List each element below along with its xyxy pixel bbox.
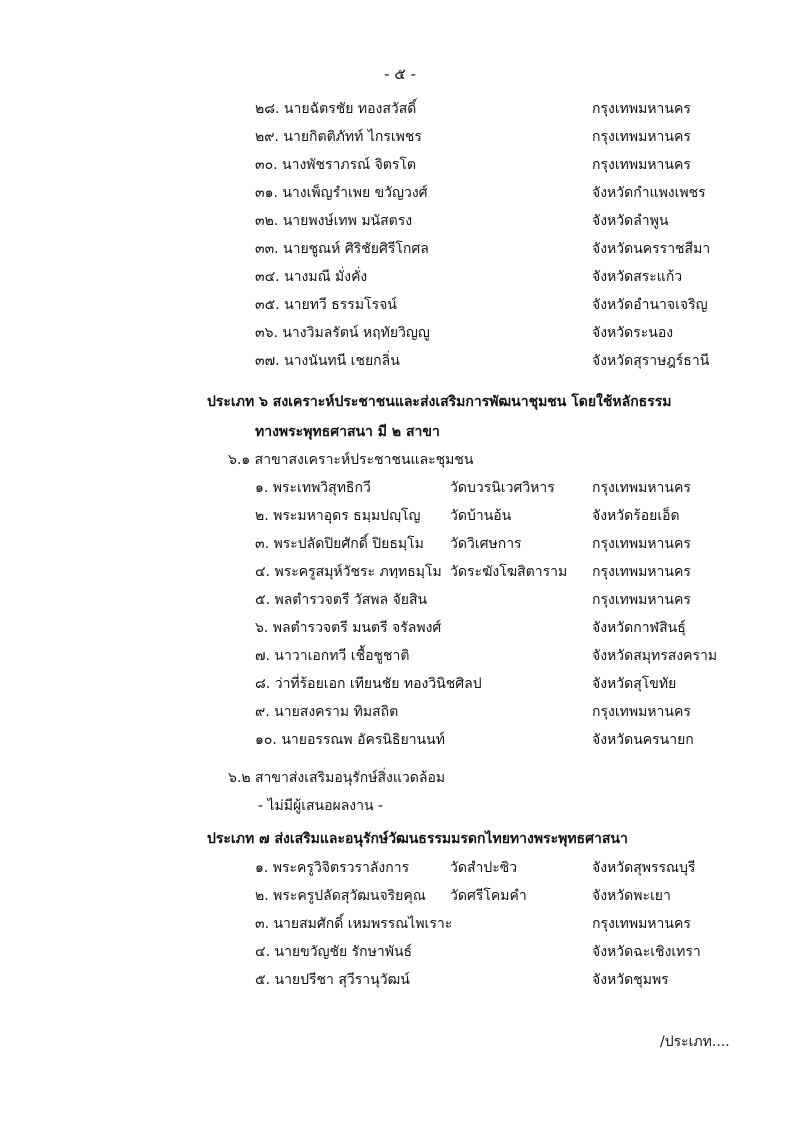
honoree-province: กรุงเทพมหานคร — [592, 157, 691, 173]
honoree-name: ๓๐. นางพัชราภรณ์ จิตรโต — [255, 157, 417, 173]
honoree-name: ๓๔. นางมณี มั่งคั่ง — [255, 269, 368, 285]
honoree-province: จังหวัดฉะเชิงเทรา — [592, 944, 701, 960]
honoree-province: จังหวัดสมุทรสงคราม — [592, 648, 718, 664]
honoree-temple: วัดบวรนิเวศวิหาร — [450, 480, 555, 496]
honoree-province: จังหวัดชุมพร — [592, 972, 669, 988]
honoree-name: ๓๒. นายพงษ์เทพ มนัสตรง — [255, 213, 413, 229]
honoree-name: ๒. พระครูปลัดสุวัฒนจริยคุณ — [255, 888, 426, 904]
honoree-province: จังหวัดสระแก้ว — [592, 269, 683, 285]
honoree-province: จังหวัดร้อยเอ็ด — [592, 508, 680, 524]
category-6-heading-continued: ทางพระพุทธศาสนา มี ๒ สาขา — [255, 424, 440, 440]
honoree-name: ๓๑. นางเพ็ญรำเพย ขวัญวงศ์ — [255, 185, 428, 201]
honoree-province: จังหวัดอำนาจเจริญ — [592, 297, 708, 313]
honoree-name: ๓๖. นางวิมลรัตน์ หฤทัยวิญญู — [255, 325, 430, 341]
honoree-province: กรุงเทพมหานคร — [592, 564, 691, 580]
branch-6-1-title: ๖.๑ สาขาสงเคราะห์ประชาชนและชุมชน — [228, 452, 474, 468]
honoree-name: ๙. นายสงคราม ทิมสถิต — [255, 704, 399, 720]
honoree-province: กรุงเทพมหานคร — [592, 704, 691, 720]
honoree-province: จังหวัดนครราชสีมา — [592, 241, 711, 257]
honoree-temple: วัดบ้านอ้น — [450, 508, 512, 524]
honoree-province: จังหวัดสุพรรณบุรี — [592, 860, 696, 876]
continuation-note: /ประเภท.... — [660, 1034, 730, 1050]
honoree-name: ๑. พระครูวิจิตรวราลังการ — [255, 860, 410, 876]
honoree-province: จังหวัดสุโขทัย — [592, 676, 677, 692]
honoree-name: ๒๙. นายกิตติภัทท์ ไกรเพชร — [255, 129, 422, 145]
honoree-province: จังหวัดนครนายก — [592, 732, 694, 748]
honoree-province: จังหวัดสุราษฎร์ธานี — [592, 353, 710, 369]
honoree-name: ๕. พลตำรวจตรี วัสพล จัยสิน — [255, 592, 428, 608]
honoree-name: ๔. นายขวัญชัย รักษาพันธ์ — [255, 944, 413, 960]
honoree-name: ๒. พระมหาอุดร ธมฺมปญฺโญ — [255, 508, 421, 524]
honoree-province: กรุงเทพมหานคร — [592, 916, 691, 932]
honoree-name: ๑. พระเทพวิสุทธิกวี — [255, 480, 371, 496]
honoree-province: กรุงเทพมหานคร — [592, 129, 691, 145]
honoree-name: ๓. นายสมศักดิ์ เหมพรรณไพเราะ — [255, 916, 453, 932]
honoree-name: ๑๐. นายอรรณพ อัครนิธิยานนท์ — [255, 732, 445, 748]
honoree-temple: วัดศรีโคมคำ — [450, 888, 527, 904]
honoree-temple: วัดระฆังโฆสิตาราม — [450, 564, 568, 580]
honoree-name: ๓๓. นายชูณห์ ศิริชัยศิรีโกศล — [255, 241, 429, 257]
honoree-name: ๓๕. นายทวี ธรรมโรจน์ — [255, 297, 397, 313]
honoree-province: กรุงเทพมหานคร — [592, 592, 691, 608]
honoree-temple: วัดวิเศษการ — [450, 536, 522, 552]
honoree-name: ๔. พระครูสมุห์วัชระ ภทฺทธมฺโม — [255, 564, 442, 580]
honoree-name: ๘. ว่าที่ร้อยเอก เทียนชัย ทองวินิชศิลป — [255, 676, 482, 692]
category-7-heading: ประเภท ๗ ส่งเสริมและอนุรักษ์วัฒนธรรมมรดกไทยทางพระพุทธศาสนา — [207, 831, 628, 847]
category-6-heading: ประเภท ๖ สงเคราะห์ประชาชนและส่งเสริมการพัฒนาชุมชน โดยใช้หลักธรรม — [207, 394, 672, 410]
honoree-name: ๗. นาวาเอกทวี เชื้อชูชาติ — [255, 648, 410, 664]
branch-6-2-title: ๖.๒ สาขาส่งเสริมอนุรักษ์สิ่งแวดล้อม — [228, 770, 446, 786]
honoree-province: จังหวัดลำพูน — [592, 213, 669, 229]
honoree-name: ๖. พลตำรวจตรี มนตรี จรัลพงศ์ — [255, 620, 442, 636]
honoree-name: ๒๘. นายฉัตรชัย ทองสวัสดิ์ — [255, 101, 417, 117]
page-number: - ๕ - — [384, 65, 416, 83]
honoree-name: ๕. นายปรีชา สุวีรานุวัฒน์ — [255, 972, 410, 988]
honoree-province: กรุงเทพมหานคร — [592, 536, 691, 552]
honoree-temple: วัดสำปะซิว — [450, 860, 518, 876]
honoree-province: จังหวัดระนอง — [592, 325, 674, 341]
honoree-name: ๓. พระปลัดปิยศักดิ์ ปิยธมฺโม — [255, 536, 424, 552]
honoree-province: กรุงเทพมหานคร — [592, 101, 691, 117]
honoree-province: จังหวัดกำแพงเพชร — [592, 185, 706, 201]
honoree-name: ๓๗. นางนันทนี เชยกลิ่น — [255, 353, 400, 369]
honoree-province: จังหวัดพะเยา — [592, 888, 671, 904]
honoree-province: จังหวัดกาฬสินธุ์ — [592, 620, 686, 636]
honoree-province: กรุงเทพมหานคร — [592, 480, 691, 496]
branch-6-2-note: - ไม่มีผู้เสนอผลงาน - — [258, 798, 384, 814]
